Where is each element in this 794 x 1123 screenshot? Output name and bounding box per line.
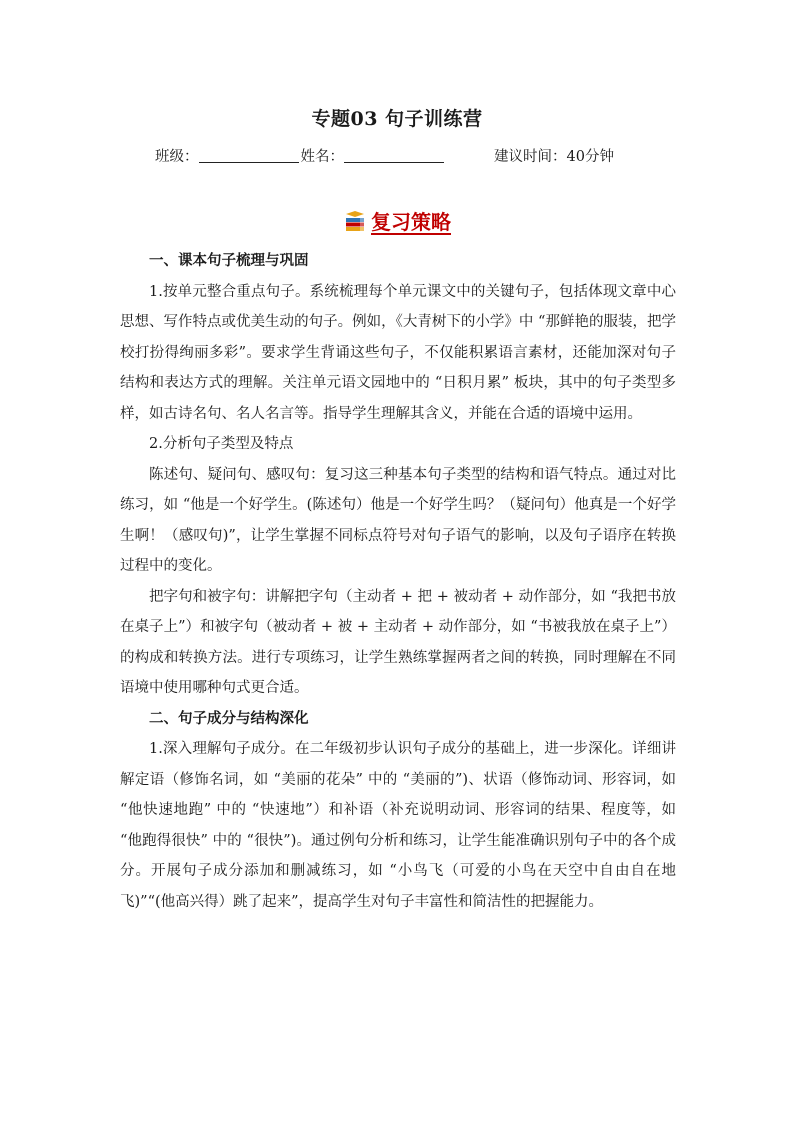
- stacked-books-icon: [343, 210, 367, 232]
- class-label: 班级：: [155, 149, 199, 165]
- paragraph: 陈述句、疑问句、感叹句：复习这三种基本句子类型的结构和语气特点。通过对比练习，如 “他是一个好学生。(陈述句）他是一个好学生吗？（疑问句）他真是一个好学生啊！（感叹句)”，让学生掌握不同标点符号对句子语气的影响，以及句子语序在转换过程中的变化。: [120, 466, 676, 574]
- section-heading: 二、句子成分与结构深化: [149, 709, 309, 727]
- review-strategy-heading: [0, 206, 794, 235]
- paragraph: 1.深入理解句子成分。在二年级初步认识句子成分的基础上，进一步深化。详细讲解定语（修饰名词，如 “美丽的花朵” 中的 “美丽的”)、状语（修饰动词、形容词，如 “他快速地跑” 中的 “快速地”）和补语（补充说明动词、形容词的结果、程度等，如 “他跑得很快” 中的 “很快”)。通过例句分析和练习，让学生能准确识别句子中的各个成分。开展句子成分添加和删减练习，如 “小鸟飞（可爱的小鸟在天空中自由自在地飞)”“(他高兴得）跳了起来”，提高学生对句子丰富性和简洁性的把握能力。: [120, 741, 676, 910]
- document-body: [120, 246, 676, 917]
- paragraph: 2.分析句子类型及特点: [149, 436, 294, 452]
- name-label: 姓名：: [300, 149, 344, 165]
- suggested-time: 建议时间：40分钟: [494, 149, 614, 165]
- name-blank: [344, 148, 444, 163]
- review-strategy-label: 复习策略: [371, 210, 451, 234]
- document-title: 专题03 句子训练营: [311, 108, 483, 130]
- paragraph: 把字句和被字句：讲解把字句（主动者 + 把 + 被动者 + 动作部分，如 “我把书放在桌子上”）和被字句（被动者 + 被 + 主动者 + 动作部分，如 “书被我放在桌子上”）的构成和转换方法。进行专项练习，让学生熟练掌握两者之间的转换，同时理解在不同语境中使用哪种句式更合适。: [120, 588, 676, 696]
- student-info-line: [155, 145, 614, 166]
- paragraph: 1.按单元整合重点句子。系统梳理每个单元课文中的关键句子，包括体现文章中心思想、写作特点或优美生动的句子。例如，《大青树下的小学》中 “那鲜艳的服装，把学校打扮得绚丽多彩”。要求学生背诵这些句子，不仅能积累语言素材，还能加深对句子结构和表达方式的理解。关注单元语文园地中的 “日积月累” 板块，其中的句子类型多样，如古诗名句、名人名言等。指导学生理解其含义，并能在合适的语境中运用。: [120, 283, 676, 422]
- class-blank: [199, 148, 299, 163]
- section-heading: 一、课本句子梳理与巩固: [149, 252, 309, 269]
